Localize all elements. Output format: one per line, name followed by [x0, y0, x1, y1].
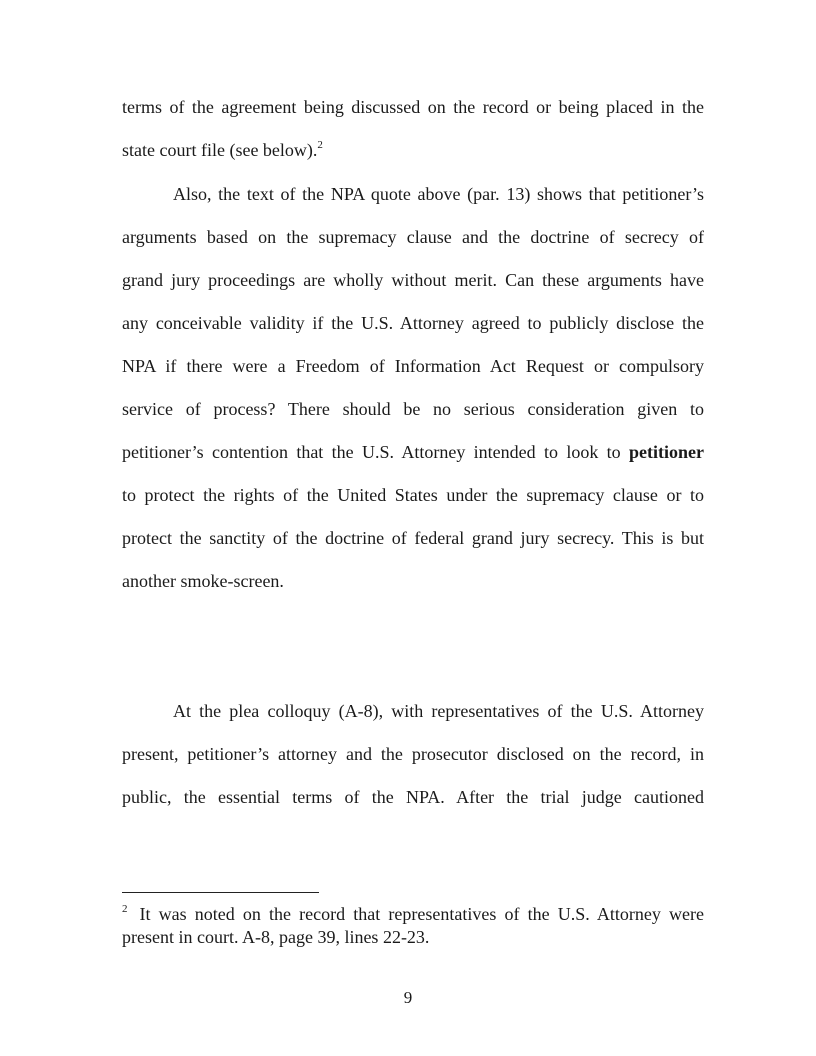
body-text: state court file (see below).: [122, 140, 318, 160]
body-line: At the plea colloquy (A-8), with representatives of the U.S. Attorney: [173, 701, 704, 721]
footnote-reference[interactable]: 2: [317, 139, 323, 151]
body-line: NPA if there were a Freedom of Information Act Request or compulsory: [122, 356, 704, 376]
body-line: public, the essential terms of the NPA. After the trial judge cautioned: [122, 787, 704, 807]
body-line: present, petitioner’s attorney and the prosecutor disclosed on the record, in: [122, 744, 704, 764]
body-line: any conceivable validity if the U.S. Attorney agreed to publicly disclose the: [122, 313, 704, 333]
body-line: arguments based on the supremacy clause and the doctrine of secrecy of: [122, 227, 704, 247]
body-line: Also, the text of the NPA quote above (par. 13) shows that petitioner’s: [173, 184, 704, 204]
body-line: grand jury proceedings are wholly without merit. Can these arguments have: [122, 270, 704, 290]
page-number: 9: [403, 988, 413, 1007]
body-line: to protect the rights of the United States under the supremacy clause or to: [122, 485, 704, 505]
body-line: terms of the agreement being discussed on the record or being placed in the: [122, 97, 704, 117]
body-line: another smoke-screen.: [122, 571, 284, 591]
emphasized-text: petitioner: [629, 442, 704, 462]
body-line: protect the sanctity of the doctrine of federal grand jury secrecy. This is but: [122, 528, 704, 548]
body-text: petitioner’s contention that the U.S. Attorney intended to look to: [122, 442, 630, 462]
footnote-text: It was noted on the record that representatives of the U.S. Attorney were: [139, 904, 704, 924]
body-line: service of process? There should be no serious consideration given to: [122, 399, 704, 419]
footnote-line: present in court. A-8, page 39, lines 22-23.: [122, 927, 430, 947]
footnote-line: [122, 903, 704, 925]
body-line: [122, 139, 704, 161]
body-line: [122, 441, 704, 463]
footnote-marker: 2: [122, 903, 128, 915]
footnote-divider: [122, 892, 319, 893]
